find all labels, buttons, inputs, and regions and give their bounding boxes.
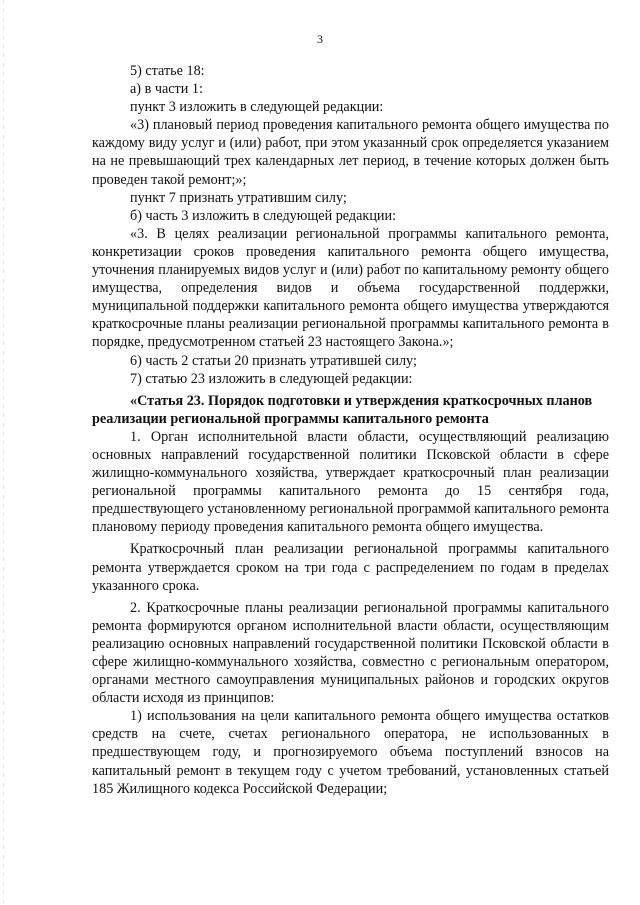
- paragraph-point-7: пункт 7 признать утратившим силу;: [130, 189, 347, 206]
- paragraph-point-3-text: «3) плановый период проведения капитального ремонта общего имущества по каждому виду услуг и (или) работ, при этом указанный срок определяется указанием на не превышающий трех календарных лет период, в течение которых должен быть проведен такой ремонт;»;: [92, 117, 609, 188]
- paragraph-principle-1: 1) использования на цели капитального ремонта общего имущества остатков средств на счете, счетах регионального оператора, не использованных в предшествующем году, и прогнозируемого объема поступлений взносов на капитальный ремонт в текущем году с учетом требований, установленных статьей 185 Жилищного кодекса Российской Федерации;: [92, 708, 609, 797]
- document-body: [92, 62, 609, 798]
- page-number: 3: [317, 32, 323, 46]
- paragraph-short-term-plan: Краткосрочный план реализации региональной программы капитального ремонта утверждается сроком на три года с распределением по годам в пределах указанного срока.: [92, 541, 609, 594]
- paragraph-article-20: 6) часть 2 статьи 20 признать утратившей силу;: [130, 352, 417, 369]
- paragraph-article-23-item-2: 2. Краткосрочные планы реализации региональной программы капитального ремонта формируются органом исполнительной власти области, осуществляющим реализацию основных направлений государственной политики Псковской области в сфере жилищно-коммунального хозяйства, совместно с региональным оператором, органами местного самоуправления муниципальных районов и городских округов области исходя из принципов:: [92, 599, 609, 707]
- paragraph-article-23-intro: 7) статью 23 изложить в следующей редакции:: [130, 370, 413, 387]
- article-23-heading: «Статья 23. Порядок подготовки и утверждения краткосрочных планов реализации региональной программы капитального ремонта: [92, 392, 593, 427]
- paragraph-article-18: 5) статье 18:: [130, 63, 205, 79]
- paragraph-point-3-intro: пункт 3 изложить в следующей редакции:: [130, 99, 384, 116]
- paragraph-part-1: а) в части 1:: [130, 81, 203, 98]
- paragraph-article-23-item-1: 1. Орган исполнительной власти области, осуществляющий реализацию основных направлений государственной политики Псковской области в сфере жилищно-коммунального хозяйства, утверждает краткосрочный план реализации региональной программы капитального ремонта до 15 сентября года, предшествующего установленному региональной программой капитального ремонта плановому периоду проведения капитального ремонта общего имущества.: [92, 428, 609, 536]
- scan-edge-artifact: [3, 0, 4, 905]
- paragraph-part-3-text: «3. В целях реализации региональной программы капитального ремонта, конкретизации сроков проведения капитального ремонта общего имущества, уточнения планируемых видов услуг и (или) работ по капитальному ремонту общего имущества, определения видов и объема государственной поддержки, муниципальной поддержки капитального ремонта общего имущества утверждаются краткосрочные планы реализации региональной программы капитального ремонта в порядке, предусмотренном статьей 23 настоящего Закона.»;: [92, 225, 609, 351]
- paragraph-part-3-intro: б) часть 3 изложить в следующей редакции:: [130, 207, 397, 224]
